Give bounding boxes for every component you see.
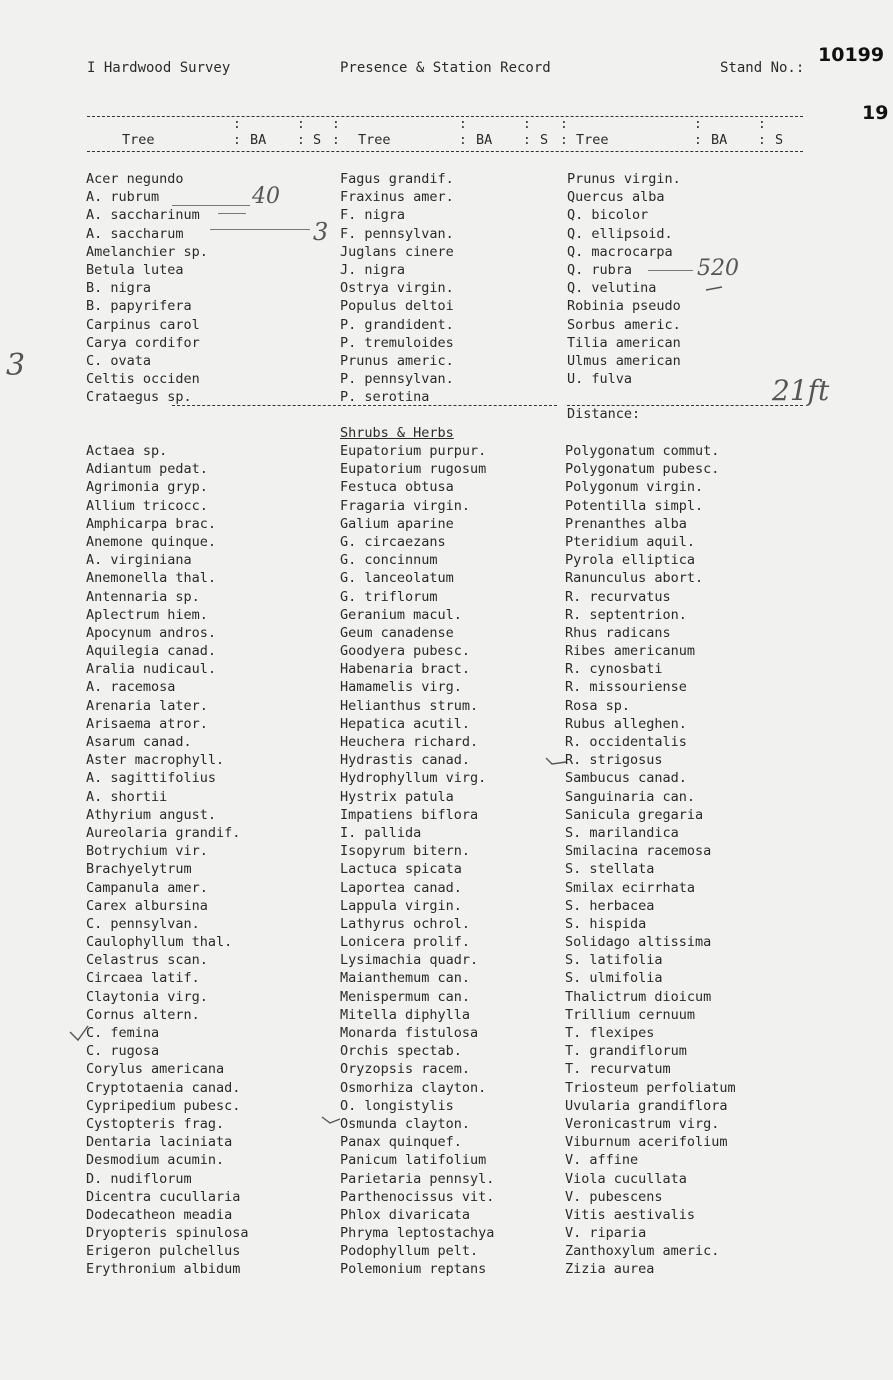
herb-species-item: R. septentrion. [565, 606, 687, 623]
herb-species-item: Helianthus strum. [340, 697, 479, 714]
herb-species-item: Campanula amer. [86, 879, 208, 896]
herb-species-item: Osmunda clayton. [340, 1115, 471, 1132]
herb-species-item: Celastrus scan. [86, 952, 208, 969]
herb-species-item: Lysimachia quadr. [340, 952, 479, 969]
herb-species-item: Impatiens biflora [340, 806, 479, 823]
herb-species-item: Zanthoxylum americ. [565, 1243, 720, 1260]
herb-species-item: Circaea latif. [86, 970, 200, 987]
herb-species-item: Apocynum andros. [86, 624, 217, 641]
herb-species-item: Lonicera prolif. [340, 934, 471, 951]
tree-species-item: Prunus virgin. [567, 171, 681, 187]
tree-species-item: Ulmus american [567, 352, 681, 369]
herb-species-item: Smilax ecirrhata [565, 879, 696, 896]
herb-species-item: Viola cucullata [565, 1170, 687, 1187]
survey-title: I Hardwood Survey [87, 60, 231, 76]
herb-species-item: Geum canadense [340, 624, 454, 641]
col3-s-header: S [775, 132, 784, 148]
tree-species-item: Ostrya virgin. [340, 280, 454, 297]
herb-species-item: O. longistylis [340, 1097, 454, 1114]
svg-text::: : [297, 133, 305, 148]
herb-species-item: Aureolaria grandif. [86, 824, 241, 841]
herb-species-item: R. recurvatus [565, 588, 671, 605]
herb-species-item: Rubus alleghen. [565, 715, 687, 732]
tree-species-item: Q. velutina [567, 280, 657, 297]
herb-species-item: Carex albursina [86, 897, 208, 914]
tree-species-item: P. grandident. [340, 316, 454, 333]
stand-number-stamp-2: 19 [862, 102, 889, 124]
herb-species-item: Monarda fistulosa [340, 1025, 479, 1041]
herb-species-item: Athyrium angust. [86, 806, 217, 823]
tree-species-item: Juglans cinere [340, 243, 454, 260]
tree-species-item: Amelanchier sp. [86, 243, 208, 260]
tree-species-item: Tilia american [567, 334, 681, 351]
tree-species-item: Crataegus sp. [86, 389, 192, 406]
herb-species-item: Isopyrum bitern. [340, 843, 471, 860]
herb-species-item: Pteridium aquil. [565, 533, 696, 550]
herb-species-item: Dryopteris spinulosa [86, 1225, 249, 1242]
herb-species-item: Orchis spectab. [340, 1043, 462, 1060]
col1-ba-header: BA [250, 132, 267, 148]
herb-species-item: Polygonatum pubesc. [565, 461, 720, 478]
herb-species-item: Hamamelis virg. [340, 679, 462, 696]
svg-text::: : [459, 133, 467, 148]
tree-species-item: Fagus grandif. [340, 171, 454, 187]
herb-species-item: Heuchera richard. [340, 734, 479, 750]
herb-species-item: Triosteum perfoliatum [565, 1079, 736, 1096]
svg-text::: : [560, 117, 568, 132]
svg-text::: : [694, 133, 702, 148]
herb-species-item: Actaea sp. [86, 443, 168, 459]
herb-species-item: T. recurvatum [565, 1061, 671, 1078]
herb-species-item: A. racemosa [86, 679, 176, 696]
herb-species-item: R. cynosbati [565, 661, 663, 678]
svg-text::: : [560, 133, 568, 148]
tree-species-item: F. pennsylvan. [340, 225, 454, 242]
herb-species-item: Cornus altern. [86, 1006, 200, 1023]
svg-text::: : [233, 117, 241, 132]
herb-species-item: Podophyllum pelt. [340, 1243, 479, 1260]
herb-species-item: Eupatorium rugosum [340, 461, 487, 478]
herb-species-item: A. sagittifolius [86, 770, 217, 787]
herb-species-item: Viburnum acerifolium [565, 1134, 728, 1151]
herb-species-item: Amphicarpa brac. [86, 515, 217, 532]
tree-species-item: Quercus alba [567, 189, 665, 206]
herb-species-item: Goodyera pubesc. [340, 643, 471, 660]
herb-species-item: Erythronium albidum [86, 1261, 241, 1278]
svg-text::: : [297, 117, 305, 132]
herb-species-item: Oryzopsis racem. [340, 1061, 471, 1078]
herb-species-item: R. strigosus [565, 752, 663, 769]
svg-text::: : [233, 133, 241, 148]
herb-species-item: Hystrix patula [340, 788, 454, 805]
herb-species-item: Desmodium acumin. [86, 1152, 225, 1169]
svg-text::: : [694, 117, 702, 132]
herb-species-item: Lathyrus ochrol. [340, 915, 471, 932]
herb-species-item: Lappula virgin. [340, 897, 462, 914]
herb-species-item: S. ulmifolia [565, 970, 663, 987]
herb-species-item: Claytonia virg. [86, 988, 208, 1005]
herb-species-item: Aplectrum hiem. [86, 606, 208, 623]
herb-species-item: Ranunculus abort. [565, 570, 704, 587]
stand-label: Stand No.: [720, 60, 805, 76]
herb-species-item: Sanicula gregaria [565, 806, 704, 823]
herb-species-item: Botrychium vir. [86, 843, 208, 860]
herb-species-item: D. nudiflorum [86, 1170, 192, 1187]
svg-text::: : [523, 117, 531, 132]
herb-species-item: Prenanthes alba [565, 515, 687, 532]
herb-species-item: Fragaria virgin. [340, 497, 471, 514]
herb-species-item: R. missouriense [565, 679, 687, 696]
tree-species-item: Carya cordifor [86, 334, 200, 351]
herb-species-item: Phryma leptostachya [340, 1225, 495, 1242]
tree-species-item: U. fulva [567, 371, 633, 388]
tree-species-item: Robinia pseudo [567, 298, 681, 315]
col2-ba-header: BA [476, 132, 493, 148]
herb-species-item: Cypripedium pubesc. [86, 1097, 241, 1114]
herb-species-item: Rhus radicans [565, 624, 671, 641]
herb-species-item: Antennaria sp. [86, 588, 200, 605]
stand-number-stamp: 10199 [818, 44, 885, 66]
tree-species-item: Q. ellipsoid. [567, 225, 673, 242]
handwritten-rubrum-ba: 40 [252, 184, 280, 209]
herb-species-item: V. pubescens [565, 1188, 663, 1205]
shrubs-herbs-title: Shrubs & Herbs [340, 425, 454, 441]
herb-species-item: Asarum canad. [86, 734, 192, 750]
herb-species-item: S. stellata [565, 861, 655, 878]
herb-species-item: Polygonum virgin. [565, 479, 704, 496]
herb-species-item: Aralia nudicaul. [86, 661, 217, 678]
handwritten-margin-mark: 3 [6, 348, 26, 383]
tree-species-item: B. papyrifera [86, 298, 192, 315]
tree-species-item: Q. bicolor [567, 207, 649, 224]
herb-species-item: A. shortii [86, 788, 168, 805]
herb-species-item: Trillium cernuum [565, 1006, 696, 1023]
herb-species-item: I. pallida [340, 824, 422, 841]
col3-ba-header: BA [711, 132, 728, 148]
herb-species-item: Lactuca spicata [340, 861, 462, 878]
herb-species-item: Menispermum can. [340, 988, 471, 1005]
herb-species-item: Corylus americana [86, 1061, 225, 1078]
col1-s-header: S [313, 132, 322, 148]
herb-species-item: Dentaria laciniata [86, 1134, 233, 1151]
herb-species-item: Sambucus canad. [565, 770, 687, 787]
herb-species-item: G. lanceolatum [340, 570, 454, 587]
herb-species-item: Hydrophyllum virg. [340, 770, 487, 787]
herb-species-item: A. virginiana [86, 552, 192, 569]
herb-species-item: Polygonatum commut. [565, 443, 720, 459]
herb-species-item: Allium tricocc. [86, 497, 208, 514]
herb-species-item: Solidago altissima [565, 934, 712, 951]
tree-species-item: Fraxinus amer. [340, 189, 454, 206]
herb-species-item: Erigeron pulchellus [86, 1243, 241, 1260]
svg-text::: : [758, 133, 766, 148]
herb-species-item: Dodecatheon meadia [86, 1206, 233, 1223]
herb-species-item: Maianthemum can. [340, 970, 471, 987]
herb-species-item: Zizia aurea [565, 1261, 655, 1278]
herb-species-item: Uvularia grandiflora [565, 1097, 728, 1114]
herb-species-item: Cryptotaenia canad. [86, 1079, 241, 1096]
herb-species-item: Panicum latifolium [340, 1152, 487, 1169]
herb-species-item: G. circaezans [340, 533, 446, 550]
col2-tree-header: Tree [358, 132, 391, 148]
tree-species-item: J. nigra [340, 261, 406, 278]
record-title: Presence & Station Record [340, 60, 551, 76]
herb-species-item: T. flexipes [565, 1025, 655, 1041]
herb-species-item: V. affine [565, 1152, 639, 1169]
herb-species-item: Agrimonia gryp. [86, 479, 208, 496]
distance-label: Distance: [567, 406, 641, 422]
svg-text::: : [523, 133, 531, 148]
herb-species-item: C. rugosa [86, 1043, 160, 1060]
herb-species-item: Phlox divaricata [340, 1206, 471, 1223]
herb-species-item: Dicentra cucullaria [86, 1188, 241, 1205]
tree-species-item: P. pennsylvan. [340, 371, 454, 388]
tree-species-item: F. nigra [340, 207, 406, 224]
herb-species-item: V. riparia [565, 1225, 647, 1242]
herb-species-item: Ribes americanum [565, 643, 696, 660]
herb-species-item: Pyrola elliptica [565, 552, 696, 569]
herb-species-item: C. femina [86, 1025, 160, 1041]
svg-text::: : [332, 117, 340, 132]
tree-species-item: P. tremuloides [340, 334, 454, 351]
herb-species-item: Potentilla simpl. [565, 497, 704, 514]
herb-species-item: T. grandiflorum [565, 1043, 687, 1060]
handwritten-saccharum-s: 3 [313, 218, 329, 246]
herb-species-item: R. occidentalis [565, 734, 687, 750]
herb-species-item: Veronicastrum virg. [565, 1115, 720, 1132]
herb-species-item: Hepatica acutil. [340, 715, 471, 732]
herb-species-item: S. marilandica [565, 824, 679, 841]
handwritten-rubra-ba: 520 [697, 256, 739, 281]
herb-species-item: Arisaema atror. [86, 715, 208, 732]
herb-species-item: S. herbacea [565, 897, 655, 914]
herb-species-item: S. hispida [565, 915, 647, 932]
herb-species-item: Vitis aestivalis [565, 1206, 696, 1223]
tree-species-item: B. nigra [86, 280, 152, 297]
tree-species-item: Carpinus carol [86, 316, 200, 333]
herb-species-item: Parietaria pennsyl. [340, 1170, 495, 1187]
tree-species-item: Prunus americ. [340, 352, 454, 369]
svg-text::: : [332, 133, 340, 148]
herb-species-item: G. concinnum [340, 552, 438, 569]
herb-species-item: Galium aparine [340, 515, 454, 532]
tree-species-item: A. rubrum [86, 189, 160, 206]
herb-species-item: Caulophyllum thal. [86, 934, 233, 951]
tree-species-item: Celtis occiden [86, 371, 200, 388]
herb-species-item: Anemone quinque. [86, 533, 217, 550]
herb-species-item: C. pennsylvan. [86, 915, 200, 932]
herb-species-item: Arenaria later. [86, 697, 208, 714]
herb-species-item: Festuca obtusa [340, 479, 454, 496]
tree-species-item: Sorbus americ. [567, 316, 681, 333]
herb-species-item: S. latifolia [565, 952, 663, 969]
herb-species-item: Aster macrophyll. [86, 752, 225, 769]
tree-species-item: Acer negundo [86, 171, 184, 187]
handwritten-distance: 21ft [772, 374, 830, 407]
herb-species-item: Geranium macul. [340, 606, 462, 623]
herb-species-item: Parthenocissus vit. [340, 1188, 495, 1205]
herb-species-item: Hydrastis canad. [340, 752, 471, 769]
herb-species-item: Sanguinaria can. [565, 788, 696, 805]
herb-species-item: Eupatorium purpur. [340, 443, 487, 459]
col3-tree-header: Tree [576, 132, 609, 148]
herb-species-item: Aquilegia canad. [86, 643, 217, 660]
herb-species-item: Habenaria bract. [340, 661, 471, 678]
herb-species-item: Thalictrum dioicum [565, 988, 712, 1005]
herb-species-item: Smilacina racemosa [565, 843, 712, 860]
herb-species-item: Osmorhiza clayton. [340, 1079, 487, 1096]
herb-species-item: Adiantum pedat. [86, 461, 208, 478]
tree-species-item: Populus deltoi [340, 298, 454, 315]
svg-text::: : [758, 117, 766, 132]
tree-species-item: P. serotina [340, 389, 430, 406]
herb-species-item: Laportea canad. [340, 879, 462, 896]
tree-species-item: Betula lutea [86, 261, 184, 278]
herb-species-item: Brachyelytrum [86, 861, 192, 878]
herb-species-item: Panax quinquef. [340, 1134, 462, 1151]
herb-species-item: Rosa sp. [565, 697, 631, 714]
herb-species-item: Mitella diphylla [340, 1006, 471, 1023]
svg-text::: : [459, 117, 467, 132]
herb-species-item: Cystopteris frag. [86, 1115, 225, 1132]
tree-species-item: Q. rubra [567, 261, 633, 278]
col1-tree-header: Tree [122, 132, 155, 148]
tree-species-item: Q. macrocarpa [567, 243, 673, 260]
tree-species-item: A. saccharinum [86, 207, 200, 224]
herb-species-item: G. triflorum [340, 588, 438, 605]
col2-s-header: S [540, 132, 549, 148]
herb-species-item: Polemonium reptans [340, 1261, 487, 1278]
tree-species-item: C. ovata [86, 352, 152, 369]
herb-species-item: Anemonella thal. [86, 570, 217, 587]
tree-species-item: A. saccharum [86, 225, 184, 242]
